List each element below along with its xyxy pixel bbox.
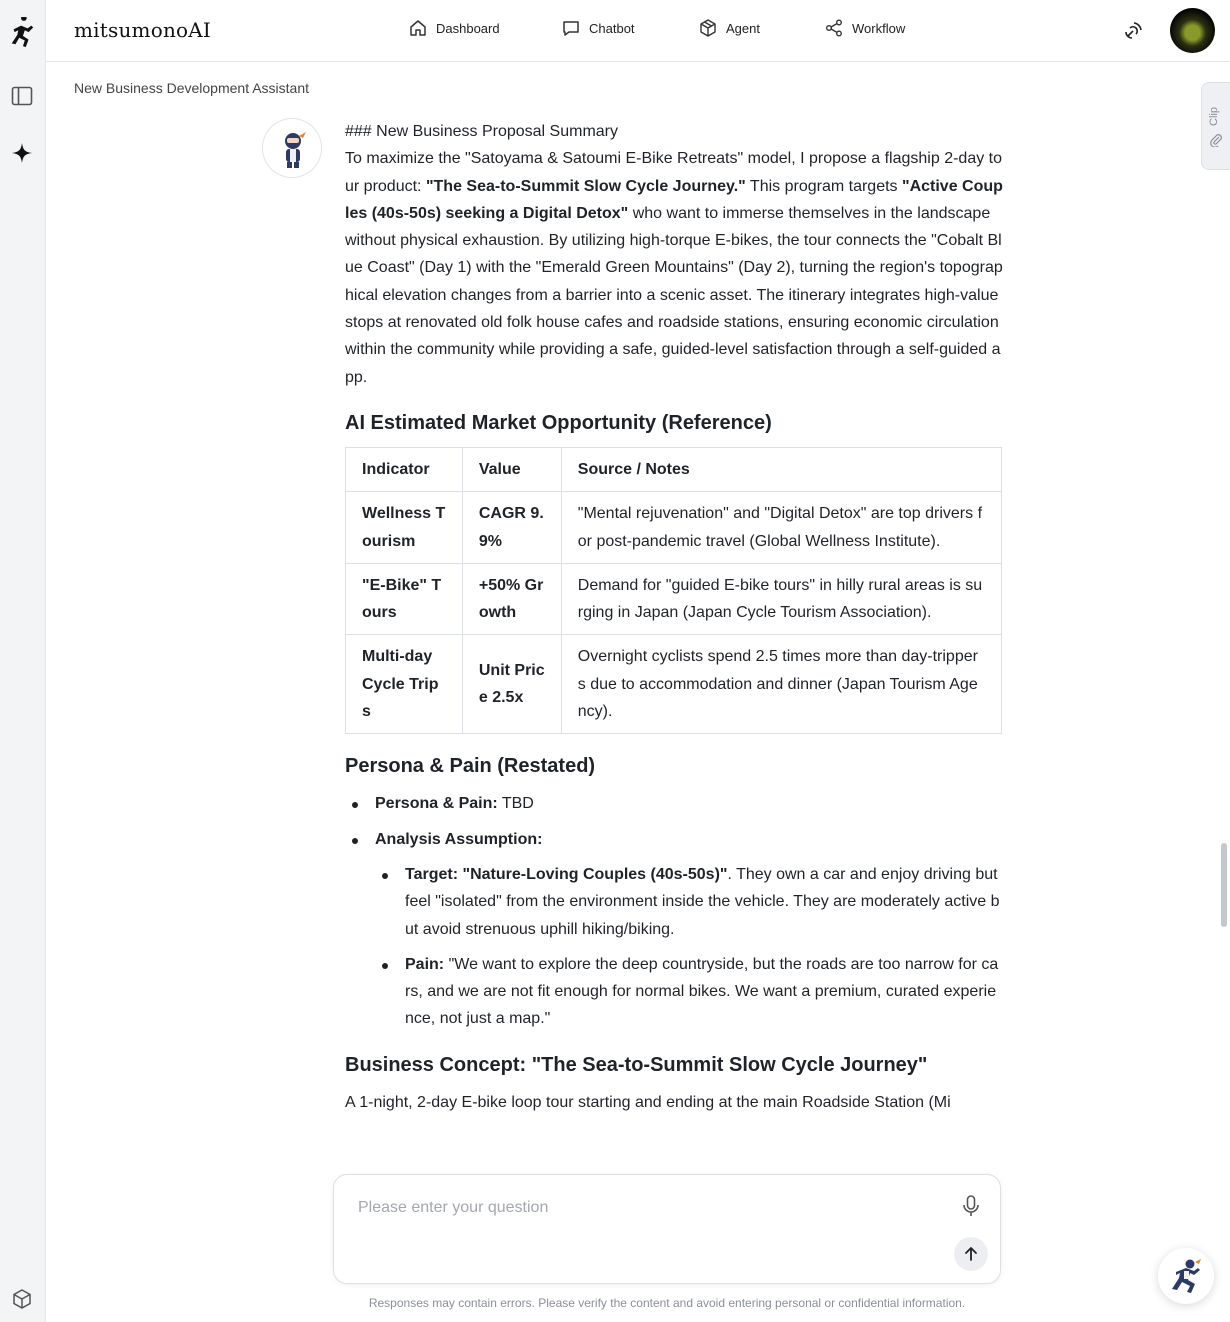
summary-text-1: To maximize the "Satoyama & Satoumi E-Bike Retreats" model, I propose a flagship 2-day tour product: (345, 150, 1002, 195)
target-label: Target: "Nature-Loving Couples (40s-50s)" (405, 865, 728, 883)
ninja-runner-icon (1166, 1256, 1206, 1296)
mascot-fab-button[interactable] (1158, 1248, 1214, 1304)
persona-value: TBD (497, 795, 534, 813)
sparkle-icon[interactable] (8, 139, 36, 167)
assumption-sublist (375, 861, 1003, 1033)
summary-bold-2: "Active Couples (40s-50s) seeking a Digital Detox" (345, 177, 1003, 222)
package-icon (698, 18, 718, 38)
assistant-avatar (262, 118, 322, 178)
market-title: AI Estimated Market Opportunity (Reference) (345, 411, 772, 434)
table-cell-indicator: "E-Bike" Tours (346, 563, 463, 635)
chat-bubble-icon (561, 18, 581, 38)
chat-input-box (333, 1174, 1001, 1284)
table-cell-note: "Mental rejuvenation" and "Digital Detox" are top drivers for post-pandemic travel (Global Wellness Institute). (561, 492, 1001, 564)
concept-title: Business Concept: "The Sea-to-Summit Slow Cycle Journey" (345, 1053, 928, 1076)
ninja-mascot-icon (263, 119, 323, 179)
page-subtitle: New Business Development Assistant (74, 80, 309, 96)
table-cell-value: +50% Growth (462, 563, 561, 635)
disclaimer-text: Responses may contain errors. Please verify the content and avoid entering personal or confidential information. (368, 1296, 966, 1310)
share-nodes-icon (824, 18, 844, 38)
runner-logo-icon[interactable] (8, 20, 36, 48)
summary-paragraph (345, 145, 1003, 391)
table-row (346, 635, 1002, 734)
table-row (346, 563, 1002, 635)
table-cell-note: Demand for "guided E-bike tours" in hilly rural areas is surging in Japan (Japan Cycle Tourism Association). (561, 563, 1001, 635)
list-item (375, 861, 1003, 943)
nav-dashboard-label: Dashboard (436, 20, 500, 36)
persona-list (345, 790, 1003, 1032)
table-header: Value (462, 447, 561, 491)
nav-chatbot[interactable] (561, 18, 635, 38)
table-cell-note: Overnight cyclists spend 2.5 times more than day-trippers due to accommodation and dinner (Japan Tourism Agency). (561, 635, 1001, 734)
nav-workflow[interactable] (824, 18, 905, 38)
target-text: . They own a car and enjoy driving but feel "isolated" from the environment inside the vehicle. They are moderately active but avoid strenuous uphill hiking/biking. (405, 865, 1000, 938)
home-icon (408, 18, 428, 38)
table-header: Indicator (346, 447, 463, 491)
list-item (375, 951, 1003, 1033)
table-header-row (346, 447, 1002, 491)
user-avatar[interactable] (1170, 8, 1215, 53)
sidebar-toggle-icon[interactable] (8, 82, 36, 110)
broadcast-icon[interactable] (1122, 18, 1146, 42)
nav-workflow-label: Workflow (852, 20, 906, 36)
market-table (345, 447, 1002, 734)
microphone-icon[interactable] (958, 1193, 984, 1219)
table-cell-value: Unit Price 2.5x (462, 635, 561, 734)
table-header: Source / Notes (561, 447, 1001, 491)
pain-label: Pain: (405, 955, 445, 973)
nav-agent-label: Agent (726, 20, 760, 36)
scrollbar-thumb[interactable] (1221, 843, 1227, 927)
send-button[interactable] (954, 1237, 988, 1271)
cube-settings-icon[interactable] (8, 1285, 36, 1313)
table-cell-indicator: Multi-day Cycle Trips (346, 635, 463, 734)
list-item (345, 790, 1003, 817)
summary-text-3: who want to immerse themselves in the landscape without physical exhaustion. By utilizing high-torque E-bikes, the tour connects the "Cobalt Blue Coast" (Day 1) with the "Emerald Green Mountains" (Day 2), turning the region's topographical elevation changes from a barrier into a scenic asset. The itinerary integrates high-value stops at renovated old folk house cafes and roadside stations, ensuring economic circulation within the community while providing a safe, guided-level satisfaction through a self-guided app. (345, 204, 1003, 386)
assumption-label: Analysis Assumption: (375, 830, 543, 848)
list-item (345, 826, 1003, 1033)
arrow-up-icon (962, 1245, 980, 1263)
assistant-message (345, 118, 1003, 1116)
top-bar (46, 0, 1230, 62)
pain-text: "We want to explore the deep countryside, but the roads are too narrow for cars, and we are not fit enough for normal bikes. We want a premium, curated experience, not just a map." (405, 955, 999, 1028)
nav-chatbot-label: Chatbot (589, 20, 635, 36)
concept-text: A 1-night, 2-day E-bike loop tour starting and ending at the main Roadside Station (Mi (345, 1093, 951, 1111)
paperclip-icon (1209, 133, 1223, 147)
table-cell-indicator: Wellness Tourism (346, 492, 463, 564)
persona-title: Persona & Pain (Restated) (345, 755, 596, 778)
persona-label: Persona & Pain: (375, 795, 498, 813)
table-row (346, 492, 1002, 564)
question-input[interactable] (358, 1195, 918, 1221)
clip-label: Clip (1208, 107, 1220, 126)
summary-bold-1: "The Sea-to-Summit Slow Cycle Journey." (425, 177, 746, 195)
summary-heading-raw: ### New Business Proposal Summary (345, 123, 619, 140)
brand-name: mitsumonoAI (74, 18, 212, 42)
nav-agent[interactable] (698, 18, 760, 38)
nav-dashboard[interactable] (408, 18, 500, 38)
table-cell-value: CAGR 9.9% (462, 492, 561, 564)
left-rail (0, 0, 46, 1322)
clip-tab[interactable] (1201, 82, 1230, 170)
summary-text-2: This program targets (745, 177, 902, 195)
